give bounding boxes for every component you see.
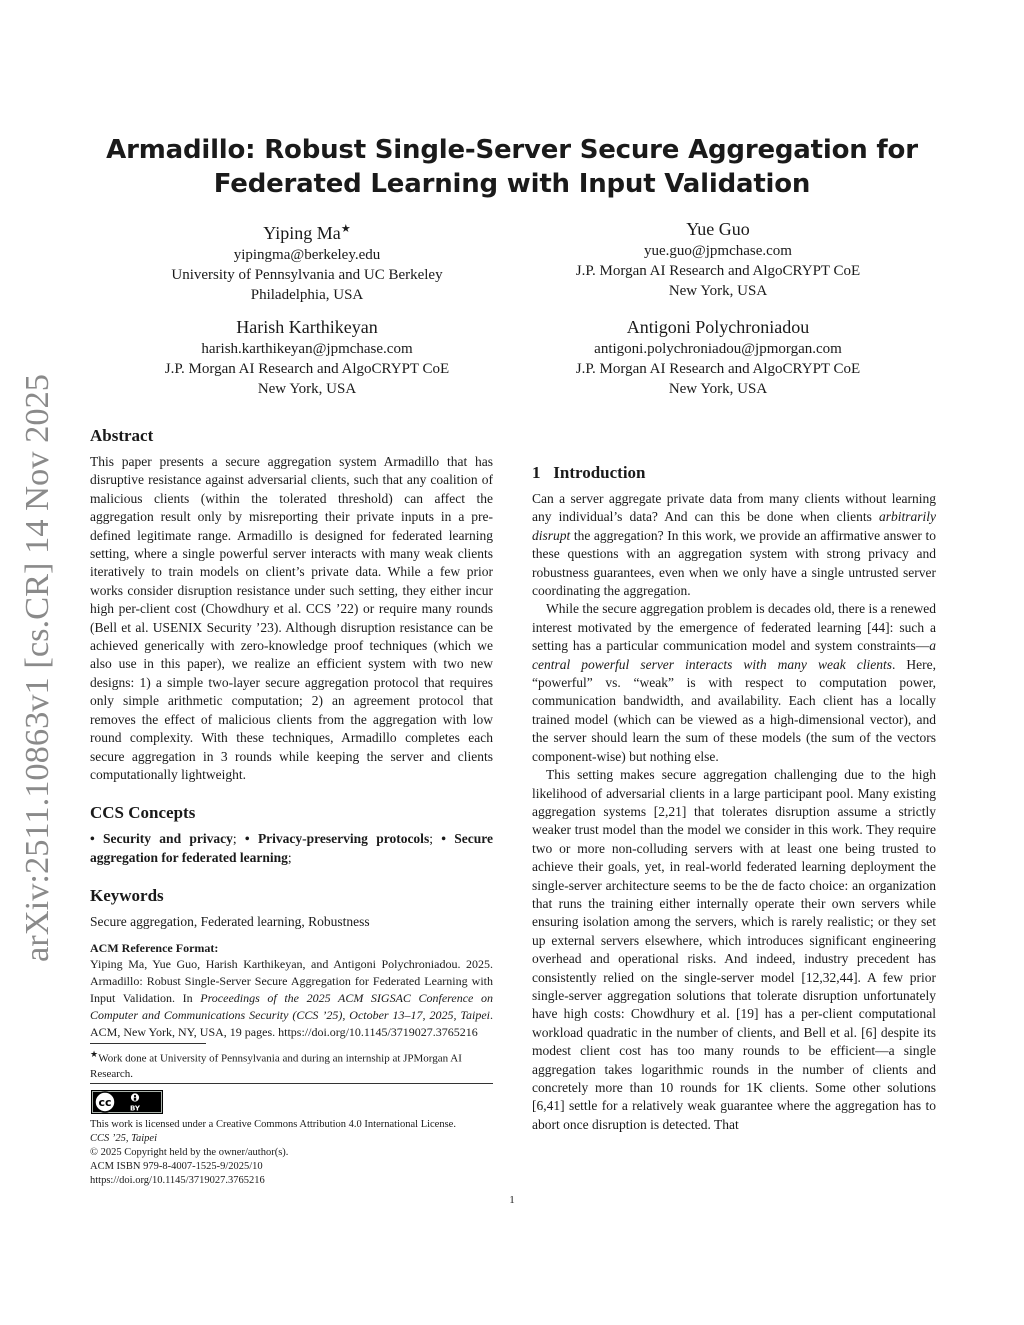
arxiv-stamp-text: arXiv:2511.10863v1 [cs.CR] 14 Nov 2025 — [19, 381, 56, 962]
arxiv-stamp — [6, 372, 62, 964]
footnote-rule — [90, 1043, 206, 1044]
author-location: New York, USA — [668, 283, 768, 299]
author-name: Yue Guo — [686, 219, 750, 239]
author-block-4 — [518, 316, 918, 399]
keywords-heading: Keywords — [90, 886, 164, 906]
license-copyright: © 2025 Copyright held by the owner/author(s). — [90, 1147, 289, 1158]
cc-icon: cc — [98, 1096, 112, 1109]
author-block-3 — [107, 316, 507, 399]
acm-reference-tail: . ACM, New York, NY, USA, 19 pages. https://doi.org/10.1145/3719027.3765216 — [90, 1007, 493, 1039]
section-number: 1 — [532, 463, 541, 482]
abstract-heading: Abstract — [90, 426, 154, 445]
license-isbn: ACM ISBN 979-8-4007-1525-9/2025/10 — [90, 1161, 263, 1172]
footnote-text: Work done at University of Pennsylvania and during an internship at JPMorgan AI Research. — [90, 1052, 462, 1080]
acm-reference-plain: Yiping Ma, Yue Guo, Harish Karthikeyan, and Antigoni Polychroniadou. 2025. Armadillo: Robust Single-Server Secure Aggregation for Federated Learning with Input Validation. In — [90, 956, 493, 1005]
emphasis: arbitrarily disrupt — [532, 509, 936, 543]
emphasis: a central powerful server interacts with many weak clients — [532, 638, 936, 672]
author-email: yipingma@berkeley.edu — [233, 247, 381, 263]
cc-by-badge — [91, 1090, 163, 1114]
paper-title — [90, 133, 934, 201]
intro-paragraph-3: This setting makes secure aggregation challenging due to the high likelihood of adversarial clients in a large participant pool. Many existing aggregation systems [2,21] that tolerates disruption assume a strictly weaker trust model than the model we consider in this work. They require two or more non-colluding servers with at least one being trusted to achieve their goals, yet, in real-world federated learning deployment the single-server architecture seems to be the de facto choice: an organization that runs the training either internally operate their own servers while ensuring isolation among the servers, which is rarely realistic; or they set up external servers elsewhere, which introduces significant engineering overhead and operational risks. And indeed, industry precedent has consistently relied on the single-server model [12,32,44]. A few prior single-server aggregation solutions that tolerate disruption unfortunately have high costs: Chowdhury et al. [19] has a per-client computational workload quadratic in the number of clients, and Bell et al. [6] despite its modest client cost has too many rounds to be efficient—a single aggregation takes logarithmic rounds in the number of clients and concretely more than 10 rounds for 1K clients. Some other solutions [6,41] settle for a relatively weak guarantee where the aggregation has to abort once disruption is detected. That — [532, 767, 936, 1132]
acm-reference-text — [90, 956, 493, 1041]
license-venue: CCS ’25, Taipei — [90, 1133, 157, 1144]
intro-heading — [532, 462, 936, 484]
author-block-2 — [518, 218, 918, 301]
acm-reference-venue: Proceedings of the 2025 ACM SIGSAC Conference on Computer and Communications Security (CCS ’25), October 13–17, 2025, Taipei — [90, 990, 493, 1022]
by-label: BY — [129, 1104, 141, 1113]
ccs-item: Secure aggregation for federated learning — [90, 831, 494, 865]
footnote — [90, 1043, 493, 1082]
person-icon — [131, 1093, 140, 1102]
author-affiliation: J.P. Morgan AI Research and AlgoCRYPT CoE — [575, 361, 861, 377]
left-column — [90, 425, 493, 1041]
section-title: Introduction — [553, 463, 646, 482]
author-name: Yiping Ma — [263, 223, 341, 243]
author-email: antigoni.polychroniadou@jpmorgan.com — [594, 341, 842, 357]
ccs-heading: CCS Concepts — [90, 803, 196, 823]
title-line-1: Armadillo: Robust Single-Server Secure Aggregation for — [106, 135, 918, 165]
ccs-bullet: • — [90, 831, 95, 847]
intro-paragraph-1: Can a server aggregate private data from many clients without learning any individual’s data? And can this be done when clients arbitrarily disrupt the aggregation? In this work, we provide an affirmative answer to these questions with an aggregation system with strong privacy and robustness guarantees, even when we only have a single untrusted server coordinating the aggregation. — [532, 491, 936, 599]
right-column — [532, 428, 936, 1134]
acm-reference-heading: ACM Reference Format: — [90, 940, 219, 955]
ccs-item: Security and privacy — [103, 831, 233, 847]
introduction-body — [532, 490, 936, 1134]
abstract-text: This paper presents a secure aggregation system Armadillo that has disruptive resistance against adversarial clients, such that any coalition of malicious clients (within the tolerated threshold) can affect the aggregation result only by misreporting their private inputs in a pre-defined legitimate range. Armadillo is designed for federated learning setting, where a single powerful server interacts with many weak clients iteratively to train models on client’s private data. While a few prior works consider disruption resistance under such setting, they either incur high per-client cost (Chowdhury et al. CCS ’22) or require many rounds (Bell et al. USENIX Security ’23). Although disruption resistance can be achieved generically with zero-knowledge proof techniques (which we also use in this paper), we realize an efficient system with two new designs: 1) a simple two-layer secure aggregation protocol that requires only simple arithmetic computation; 2) an agreement protocol that removes the effect of malicious clients from the aggregation with low round complexity. With these techniques, Armadillo completes each secure aggregation in 3 rounds while keeping the server and clients computationally lightweight. — [90, 454, 493, 782]
author-block-1 — [107, 218, 507, 305]
ccs-concepts: • Security and privacy; • Privacy-preserving protocols; • Secure aggregation for federated learning; — [90, 831, 494, 865]
author-email: yue.guo@jpmchase.com — [644, 243, 792, 259]
author-name: Antigoni Polychroniadou — [626, 317, 810, 337]
keywords-text: Secure aggregation, Federated learning, Robustness — [90, 914, 370, 930]
ccs-item: Privacy-preserving protocols — [257, 831, 430, 847]
intro-paragraph-2: While the secure aggregation problem is decades old, there is a renewed interest motivated by the emergence of federated learning [44]: such a setting has a particular communication model and system constraints—a central powerful server interacts with many weak clients. Here, “powerful” vs. “weak” is with respect to computation power, communication bandwidth, and availability. Each client has a locally trained model (which can be viewed as a high-dimensional vector), and the server should learn the sum of these models (the sum of the vectors component-wise) but nothing else. — [532, 601, 937, 764]
author-affiliation: J.P. Morgan AI Research and AlgoCRYPT CoE — [164, 361, 450, 377]
footnote-mark: ★ — [340, 223, 351, 235]
author-location: New York, USA — [257, 381, 357, 397]
footnote-mark: ★ — [90, 1049, 99, 1059]
page-number: 1 — [509, 1194, 515, 1206]
author-email: harish.karthikeyan@jpmchase.com — [201, 341, 413, 357]
license-doi: https://doi.org/10.1145/3719027.3765216 — [90, 1175, 265, 1186]
author-affiliation: University of Pennsylvania and UC Berkeley — [171, 267, 443, 283]
license-block — [90, 1118, 500, 1188]
license-statement: This work is licensed under a Creative Commons Attribution 4.0 International License. — [90, 1119, 456, 1130]
title-line-2: Federated Learning with Input Validation — [213, 169, 811, 199]
author-location: Philadelphia, USA — [250, 287, 364, 303]
license-rule — [90, 1083, 493, 1084]
ccs-bullet: • — [441, 831, 446, 847]
author-affiliation: J.P. Morgan AI Research and AlgoCRYPT CoE — [575, 263, 861, 279]
author-name: Harish Karthikeyan — [236, 317, 378, 337]
ccs-bullet: • — [244, 831, 250, 847]
author-location: New York, USA — [668, 381, 768, 397]
